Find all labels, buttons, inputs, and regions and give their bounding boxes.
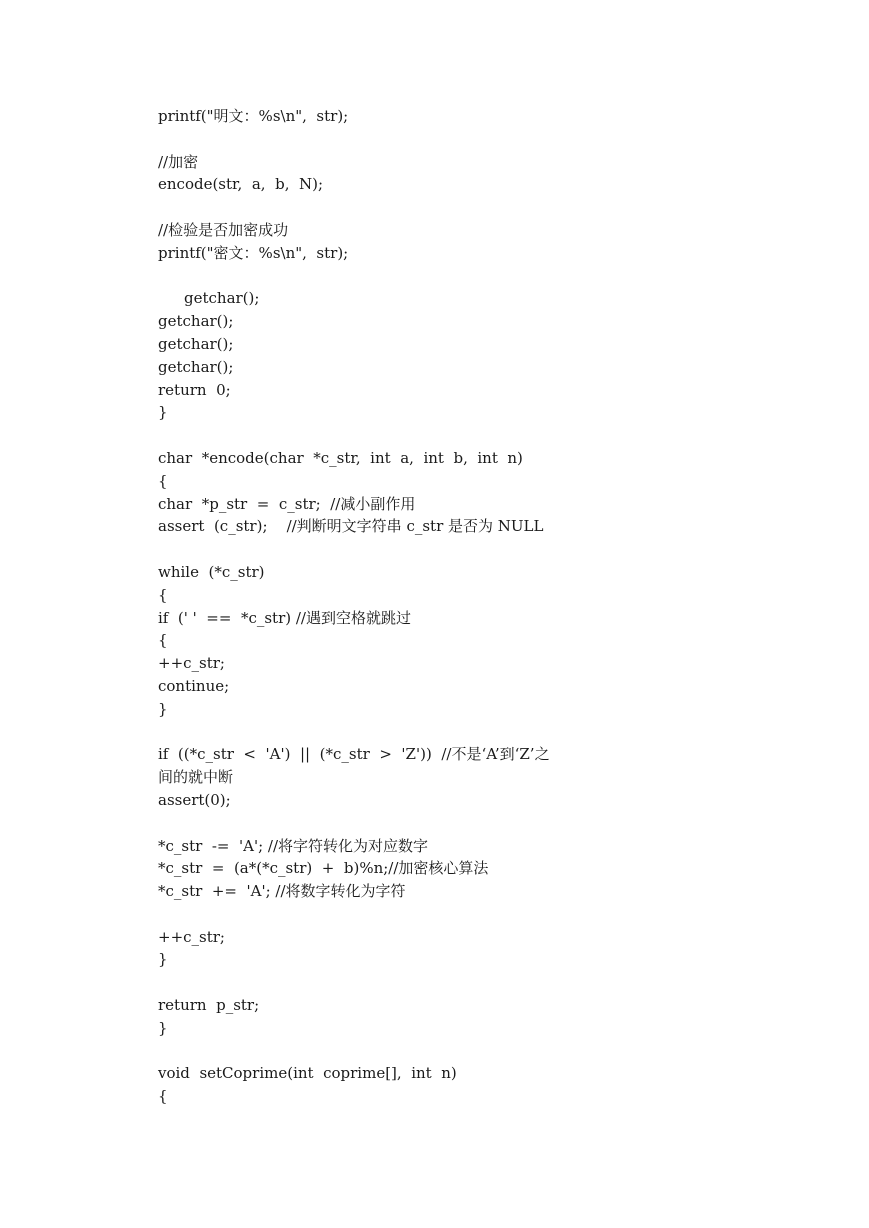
code-line: printf("密文：%s\n", str); <box>158 243 349 262</box>
code-line <box>158 424 798 447</box>
code-line: assert(0); <box>158 790 231 809</box>
code-line: } <box>158 403 168 422</box>
code-line: return p_str; <box>158 996 260 1015</box>
code-line <box>158 196 798 219</box>
code-line: getchar(); <box>184 289 260 308</box>
code-line <box>158 812 798 835</box>
code-line: assert (c_str); //判断明文字符串 c_str 是否为 NULL <box>158 517 544 536</box>
code-line <box>158 971 798 994</box>
code-line: { <box>158 631 168 650</box>
code-line: { <box>158 471 168 490</box>
code-line: printf("明文：%s\n", str); <box>158 107 349 125</box>
code-line: { <box>158 1087 168 1106</box>
code-line: ++c_str; <box>158 654 225 673</box>
code-line: char *encode(char *c_str, int a, int b, int n) <box>158 448 523 467</box>
code-line: } <box>158 1018 168 1037</box>
code-line: *c_str -= 'A'; //将字符转化为对应数字 <box>158 836 429 855</box>
code-line: ++c_str; <box>158 927 225 946</box>
code-line: return 0; <box>158 380 231 399</box>
code-line <box>158 128 798 151</box>
code-line: //检验是否加密成功 <box>158 220 289 239</box>
code-line <box>158 903 798 926</box>
code-line: 间的就中断 <box>158 768 234 787</box>
code-line: *c_str += 'A'; //将数字转化为字符 <box>158 882 406 901</box>
code-line: getchar(); <box>158 312 234 331</box>
code-line: getchar(); <box>158 357 234 376</box>
code-line <box>158 1040 798 1063</box>
code-listing <box>158 105 798 1108</box>
code-line <box>158 721 798 744</box>
code-line: } <box>158 950 168 969</box>
code-line: if ((*c_str < 'A') || (*c_str > 'Z')) //不是‘A’到‘Z’之 <box>158 745 550 764</box>
code-line: encode(str, a, b, N); <box>158 175 324 194</box>
code-line: char *p_str = c_str; //减小副作用 <box>158 494 416 513</box>
code-line: while (*c_str) <box>158 562 265 581</box>
code-line: //加密 <box>158 152 199 171</box>
code-line <box>158 538 798 561</box>
code-line: void setCoprime(int coprime[], int n) <box>158 1064 457 1083</box>
code-line: continue; <box>158 676 230 695</box>
code-line: *c_str = (a*(*c_str) + b)%n;//加密核心算法 <box>158 859 489 878</box>
code-line: } <box>158 699 168 718</box>
code-line: { <box>158 585 168 604</box>
code-line: getchar(); <box>158 334 234 353</box>
code-line: if (' ' == *c_str) //遇到空格就跳过 <box>158 608 411 627</box>
code-line <box>158 265 798 288</box>
